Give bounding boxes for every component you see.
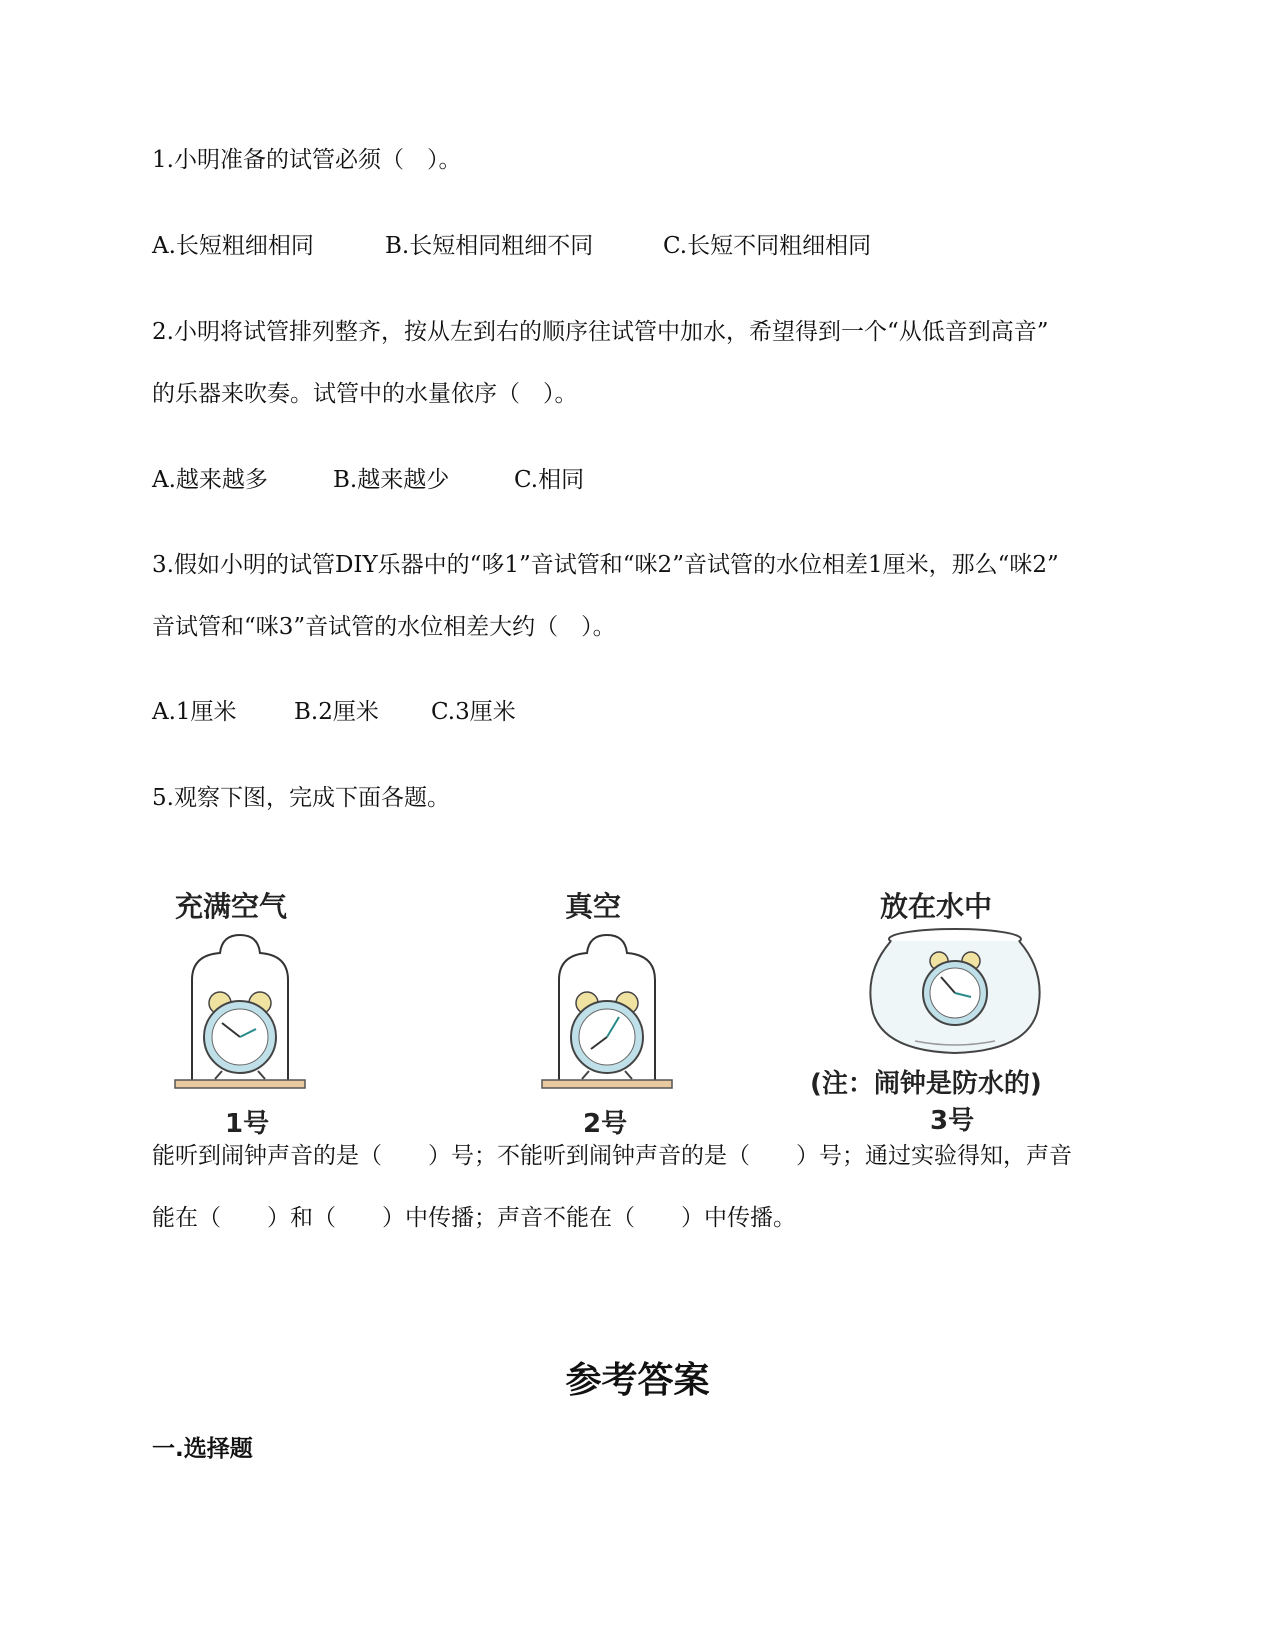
q2-stem-line2: 的乐器来吹奏。试管中的水量依序（ ）。 (152, 381, 578, 407)
q2-stem-line1: 2.小明将试管排列整齐，按从左到右的顺序往试管中加水，希望得到一个“从低音到高音” (152, 319, 1049, 345)
q5-text-line2: 能在（ ）和（ ）中传播；声音不能在（ ）中传播。 (152, 1205, 796, 1231)
bell-jar-clock-icon (537, 925, 677, 1125)
bell-jar-clock-icon (170, 925, 310, 1125)
q3-stem-line1: 3.假如小明的试管DIY乐器中的“哆1”音试管和“咪2”音试管的水位相差1厘米，那么“咪2” (152, 552, 1059, 578)
q3-option-c: C.3厘米 (431, 699, 516, 725)
q3-option-a: A.1厘米 (152, 699, 237, 725)
q5-text-line1: 能听到闹钟声音的是（ ）号；不能听到闹钟声音的是（ ）号；通过实验得知，声音 (152, 1143, 1072, 1169)
panel-1-number: 1号 (225, 1109, 270, 1139)
q2-option-a: A.越来越多 (152, 467, 268, 493)
panel-2-number: 2号 (583, 1109, 628, 1139)
panel-3-title: 放在水中 (880, 890, 993, 923)
q5-stem: 5.观察下图，完成下面各题。 (152, 785, 450, 811)
q2-option-b: B.越来越少 (333, 467, 450, 493)
panel-3-number: 3号 (930, 1106, 975, 1136)
panel-1-title: 充满空气 (175, 890, 288, 923)
figure-panel-3 (800, 885, 1100, 1135)
figure-panel-1 (170, 885, 310, 1139)
q1-stem: 1.小明准备的试管必须（ ）。 (152, 147, 462, 173)
q1-option-b: B.长短相同粗细不同 (385, 233, 594, 259)
q3-option-b: B.2厘米 (294, 699, 379, 725)
q2-option-c: C.相同 (514, 467, 585, 493)
q3-stem-line2: 音试管和“咪3”音试管的水位相差大约（ ）。 (152, 614, 616, 640)
figure-panel-2 (537, 885, 677, 1139)
q1-option-a: A.长短粗细相同 (152, 233, 314, 259)
section-heading: 一.选择题 (152, 1436, 253, 1462)
q1-option-c: C.长短不同粗细相同 (663, 233, 872, 259)
answer-title: 参考答案 (565, 1360, 710, 1401)
panel-3-note: (注：闹钟是防水的) (810, 1069, 1042, 1099)
panel-2-title: 真空 (565, 890, 622, 923)
fishbowl-clock-icon (855, 923, 1055, 1063)
